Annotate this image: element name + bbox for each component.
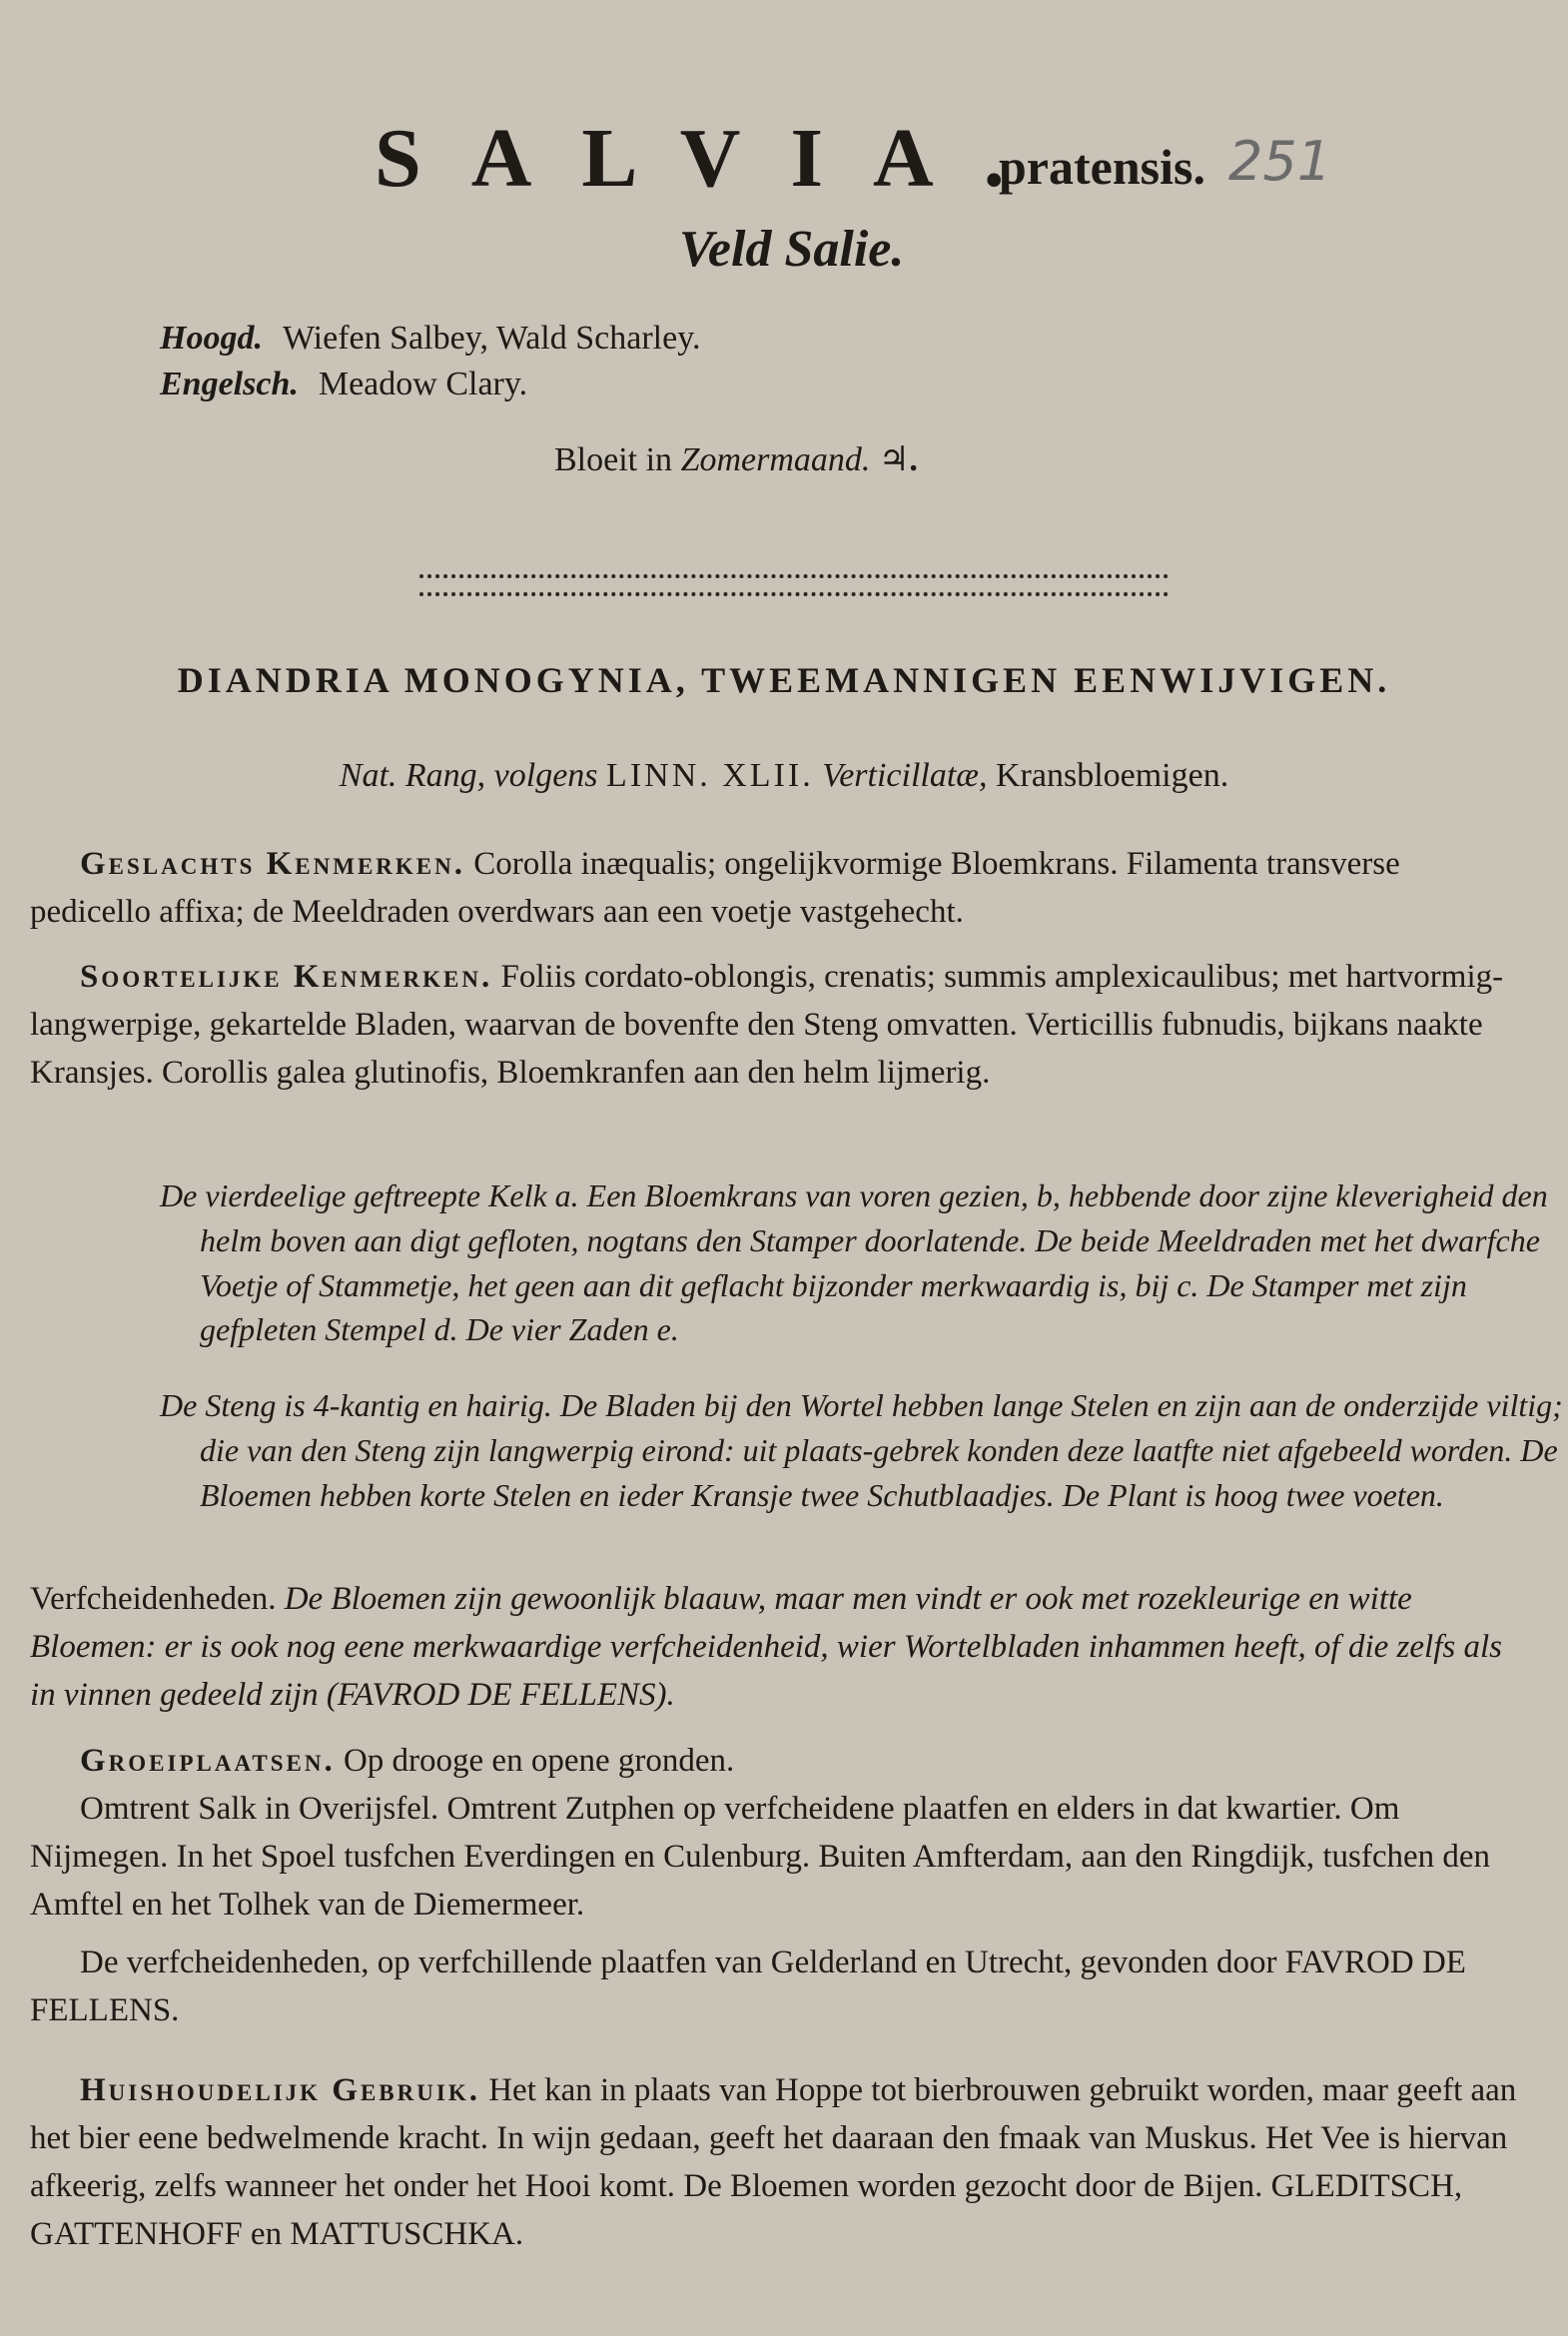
section-text: Corolla inæqualis; ongelijkvormige Bloemkrans. Filamenta transverse pedicello affixa; de Meeldraden overdwars aan een voetje vastgehecht.: [30, 846, 1400, 930]
name-text: Wiefen Salbey, Wald Scharley.: [282, 320, 701, 357]
bloeit-month: Zomermaand.: [680, 441, 871, 478]
species-epithet: pratensis.: [999, 139, 1205, 195]
bloeit-prefix: Bloeit in: [554, 441, 673, 478]
nat-rang-family: Verticillatæ,: [822, 757, 988, 794]
section-heading: Soortelijke Kenmerken.: [80, 959, 493, 995]
nat-rang-prefix: Nat. Rang, volgens: [339, 757, 598, 794]
page-number: 251: [1228, 130, 1332, 193]
huishoudelijk-gebruik: [30, 2067, 1523, 2258]
ornament-divider: [419, 574, 1169, 596]
lang-label: Hoogd.: [160, 320, 263, 357]
description-flower: De vierdeelige geftreepte Kelk a. Een Bloemkrans van voren gezien, b, hebbende door zijne kleverigheid den helm boven aan digt gefloten, nogtans den Stamper doorlatende. De beide Meeldraden met het dwarfche Voetje of Stammetje, het geen aan dit geflacht bijzonder merkwaardig is, bij c. De Stamper met zijn gefpleten Stempel d. De vier Zaden e.: [160, 1177, 1548, 1348]
classification: DIANDRIA MONOGYNIA, TWEEMANNIGEN EENWIJVIGEN.: [177, 660, 1391, 700]
lang-label: Engelsch.: [160, 366, 299, 402]
section-heading: Groeiplaatsen.: [80, 1743, 336, 1779]
section-heading: Verfcheidenheden.: [30, 1581, 277, 1617]
perennial-symbol: ♃.: [878, 441, 918, 478]
groeiplaatsen-locations: Omtrent Salk in Overijsfel. Omtrent Zutphen op verfcheidene plaatfen en elders in dat kwartier. Om Nijmegen. In het Spoel tusfchen Everdingen en Culenburg. Buiten Amfterdam, aan den Ringdijk, tusfchen den Amftel en het Tolhek van de Diemermeer.: [30, 1791, 1491, 1923]
nat-rang-family-nl: Kransbloemigen.: [996, 757, 1229, 794]
section-text: Foliis cordato-oblongis, crenatis; summis amplexicaulibus; met hartvormig-langwerpige, gekartelde Bladen, waarvan de bovenfte den Steng omvatten. Verticillis fubnudis, bijkans naakte Kransjes. Corollis galea glutinofis, Bloemkranfen aan den helm lijmerig.: [30, 959, 1504, 1091]
nat-rang-author: LINN. XLII.: [606, 757, 814, 794]
groeiplaatsen: [80, 1738, 1523, 1786]
description-plant: De Steng is 4-kantig en hairig. De Bladen bij den Wortel hebben lange Stelen en zijn aan de onderzijde viltig; die van den Steng zijn langwerpig eirond: uit plaats-gebrek konden deze laatfte niet afgebeeld worden. De Bloemen hebben korte Stelen en ieder Kransje twee Schutblaadjes. De Plant is hoog twee voeten.: [160, 1387, 1563, 1513]
section-heading: Huishoudelijk Gebruik.: [80, 2072, 480, 2108]
genus-title: SALVIA.: [375, 112, 1055, 205]
vernacular-name: Veld Salie.: [679, 221, 905, 278]
name-german: [160, 320, 701, 358]
name-text: Meadow Clary.: [318, 366, 528, 402]
natural-rank: [0, 757, 1568, 795]
title-row: [0, 110, 1568, 210]
verscheidenheden: [30, 1576, 1523, 1720]
section-intro: Op drooge en opene gronden.: [343, 1743, 735, 1779]
section-text: Het kan in plaats van Hoppe tot bierbrouwen gebruikt worden, maar geeft aan het bier eene bedwelmende kracht. In wijn gedaan, geeft het daaraan den fmaak van Muskus. Het Vee is hiervan afkeerig, zelfs wanneer het onder het Hooi komt. De Bloemen worden gezocht door de Bijen. GLEDITSCH, GATTENHOFF en MATTUSCHKA.: [30, 2072, 1517, 2252]
section-heading: Geslachts Kenmerken.: [80, 846, 466, 882]
flowering-time: [554, 439, 918, 479]
varieties-locations: De verfcheidenheden, op verfchillende plaatfen van Gelderland en Utrecht, gevonden door FAVROD DE FELLENS.: [30, 1945, 1466, 2028]
section-text: De Bloemen zijn gewoonlijk blaauw, maar men vindt er ook met rozekleurige en witte Bloemen: er is ook nog eene merkwaardige verfcheidenheid, wier Wortelbladen inhammen heeft, of die zelfs als in vinnen gedeeld zijn (FAVROD DE FELLENS).: [30, 1581, 1502, 1713]
soortelijke-kenmerken: [30, 954, 1523, 1098]
geslachts-kenmerken: [30, 841, 1523, 937]
name-english: [160, 366, 527, 403]
